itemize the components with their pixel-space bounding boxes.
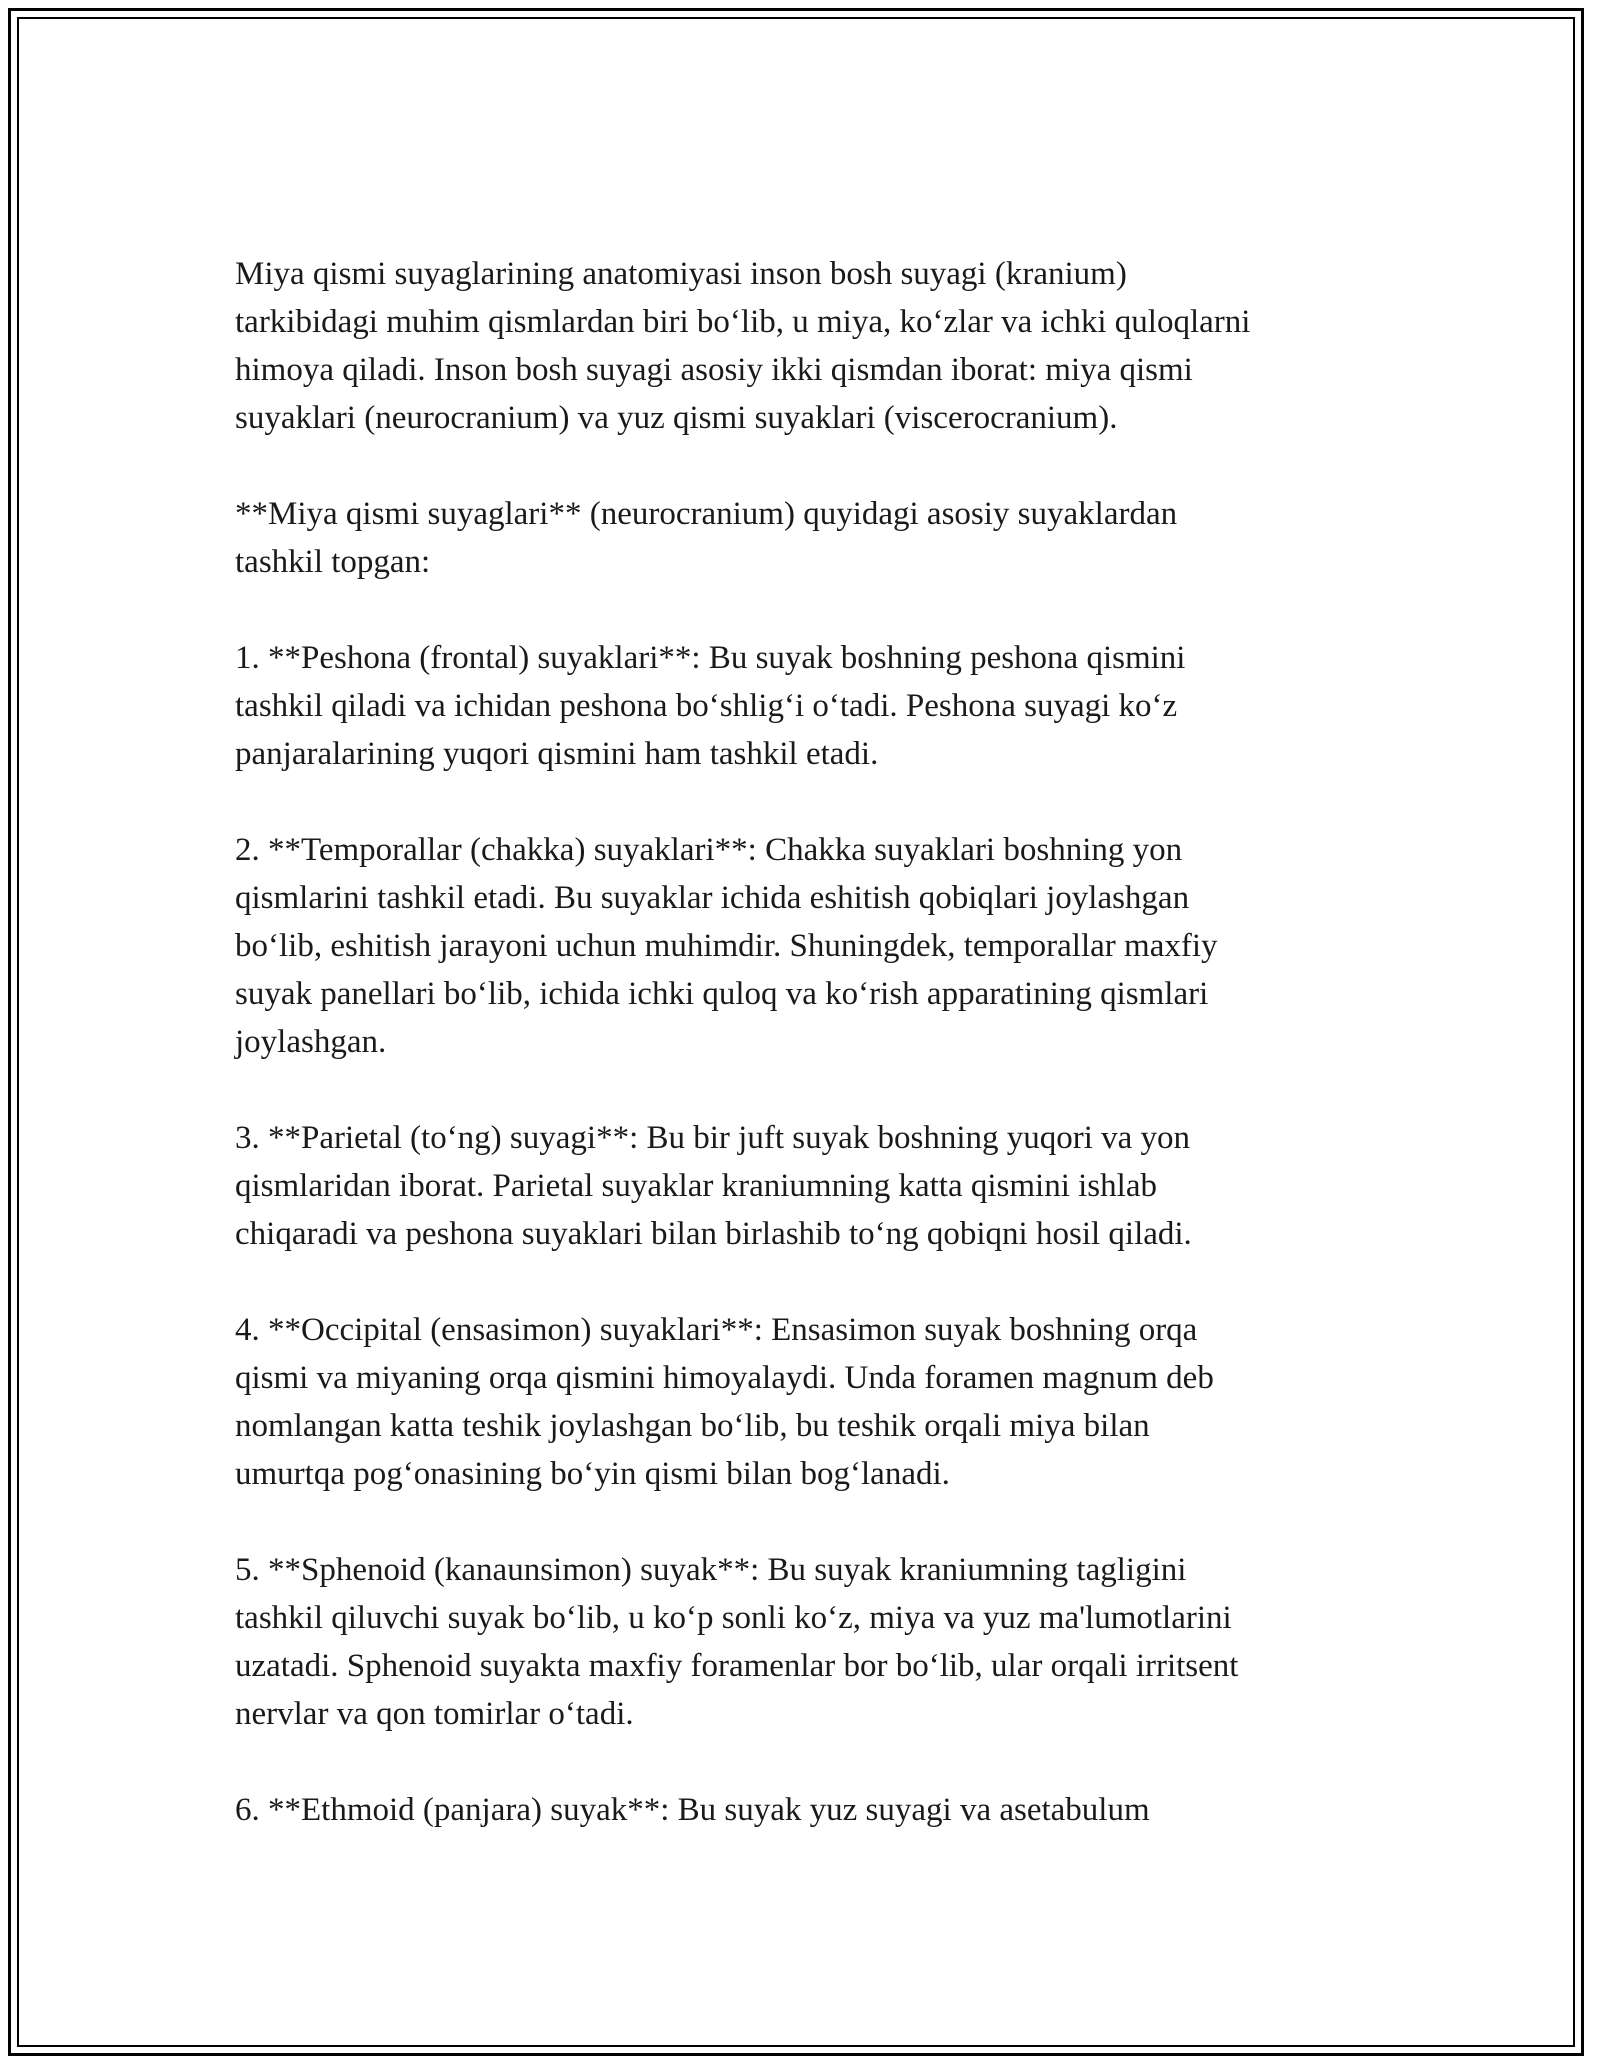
list-item-temporal: 2. **Temporallar (chakka) suyaklari**: Chakka suyaklari boshning yon qismlarini tashkil etadi. Bu suyaklar ichida eshitish qobiqlari joylashgan bo‘lib, eshitish jarayoni uchun muhimdir. Shuningdek, temporallar maxfiy suyak panellari bo‘lib, ichida ichki quloq va ko‘rish apparatining qismlari joylashgan.: [235, 832, 1218, 1060]
list-item-parietal: 3. **Parietal (to‘ng) suyagi**: Bu bir juft suyak boshning yuqori va yon qismlaridan iborat. Parietal suyaklar kraniumning katta qismini ishlab chiqaradi va peshona suyaklari bilan birlashib to‘ng qobiqni hosil qiladi.: [235, 1120, 1192, 1252]
list-item-frontal: 1. **Peshona (frontal) suyaklari**: Bu suyak boshning peshona qismini tashkil qiladi va ichidan peshona bo‘shlig‘i o‘tadi. Peshona suyagi ko‘z panjaralarining yuqori qismini ham tashkil etadi.: [235, 640, 1186, 772]
list-item-sphenoid: 5. **Sphenoid (kanaunsimon) suyak**: Bu suyak kraniumning tagligini tashkil qiluvchi suyak bo‘lib, u ko‘p sonli ko‘z, miya va yuz ma'lumotlarini uzatadi. Sphenoid suyakta maxfiy foramenlar bor bo‘lib, ular orqali irritsent nervlar va qon tomirlar o‘tadi.: [235, 1552, 1239, 1732]
list-item-ethmoid: 6. **Ethmoid (panjara) suyak**: Bu suyak yuz suyagi va asetabulum: [235, 1792, 1150, 1828]
intro-paragraph: Miya qismi suyaglarining anatomiyasi inson bosh suyagi (kranium) tarkibidagi muhim qismlardan biri bo‘lib, u miya, ko‘zlar va ichki quloqlarni himoya qiladi. Inson bosh suyagi asosiy ikki qismdan iborat: miya qismi suyaklari (neurocranium) va yuz qismi suyaklari (viscerocranium).: [235, 256, 1251, 436]
neurocranium-heading-paragraph: **Miya qismi suyaglari** (neurocranium) quyidagi asosiy suyaklardan tashkil topgan:: [235, 496, 1178, 580]
list-item-occipital: 4. **Occipital (ensasimon) suyaklari**: Ensasimon suyak boshning orqa qismi va miyaning orqa qismini himoyalaydi. Unda foramen magnum deb nomlangan katta teshik joylashgan bo‘lib, bu teshik orqali miya bilan umurtqa pog‘onasining bo‘yin qismi bilan bog‘lanadi.: [235, 1312, 1214, 1492]
document-body: [235, 250, 1385, 1882]
